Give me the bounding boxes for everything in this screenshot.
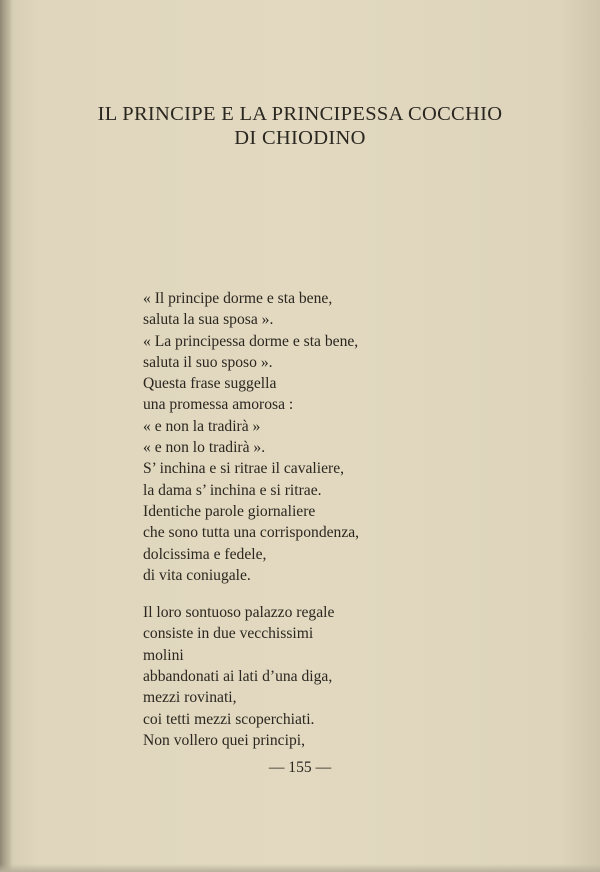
page-number: — 155 —	[268, 759, 332, 776]
poem-line: « Il principe dorme e sta bene,	[143, 290, 333, 307]
poem-line: Non vollero quei principi,	[143, 731, 305, 749]
stanza-break	[143, 586, 563, 602]
poem-line: saluta il suo sposo ».	[143, 353, 273, 371]
chapter-title-line-2: DI CHIODINO	[234, 127, 366, 149]
poem-line: Questa frase suggella	[143, 375, 277, 393]
chapter-title-line-1: IL PRINCIPE E LA PRINCIPESSA COCCHIO	[97, 103, 503, 125]
poem-line: dolcissima e fedele,	[143, 545, 267, 563]
poem-line: saluta la sua sposa ».	[143, 311, 274, 329]
page-bottom-edge	[0, 864, 600, 872]
poem-line: abbandonati ai lati d’una diga,	[143, 668, 333, 686]
poem-line: « e non lo tradirà ».	[143, 439, 266, 457]
poem-line: molini	[143, 646, 184, 664]
poem-line: di vita coniugale.	[143, 566, 251, 584]
poem-line: « La principessa dorme e sta bene,	[143, 332, 359, 350]
poem-line: Il loro sontuoso palazzo regale	[143, 604, 335, 622]
poem-line: « e non la tradirà »	[143, 417, 261, 435]
poem-line: che sono tutta una corrispondenza,	[143, 524, 360, 542]
poem-line: la dama s’ inchina e si ritrae.	[143, 481, 322, 499]
poem-line: coi tetti mezzi scoperchiati.	[143, 710, 315, 728]
poem-line: mezzi rovinati,	[143, 689, 237, 707]
poem-line: una promessa amorosa :	[143, 396, 294, 414]
poem-text	[143, 288, 563, 751]
poem-line: Identiche parole giornaliere	[143, 502, 316, 520]
poem-line: consiste in due vecchissimi	[143, 625, 314, 643]
poem-line: S’ inchina e si ritrae il cavaliere,	[143, 460, 345, 478]
